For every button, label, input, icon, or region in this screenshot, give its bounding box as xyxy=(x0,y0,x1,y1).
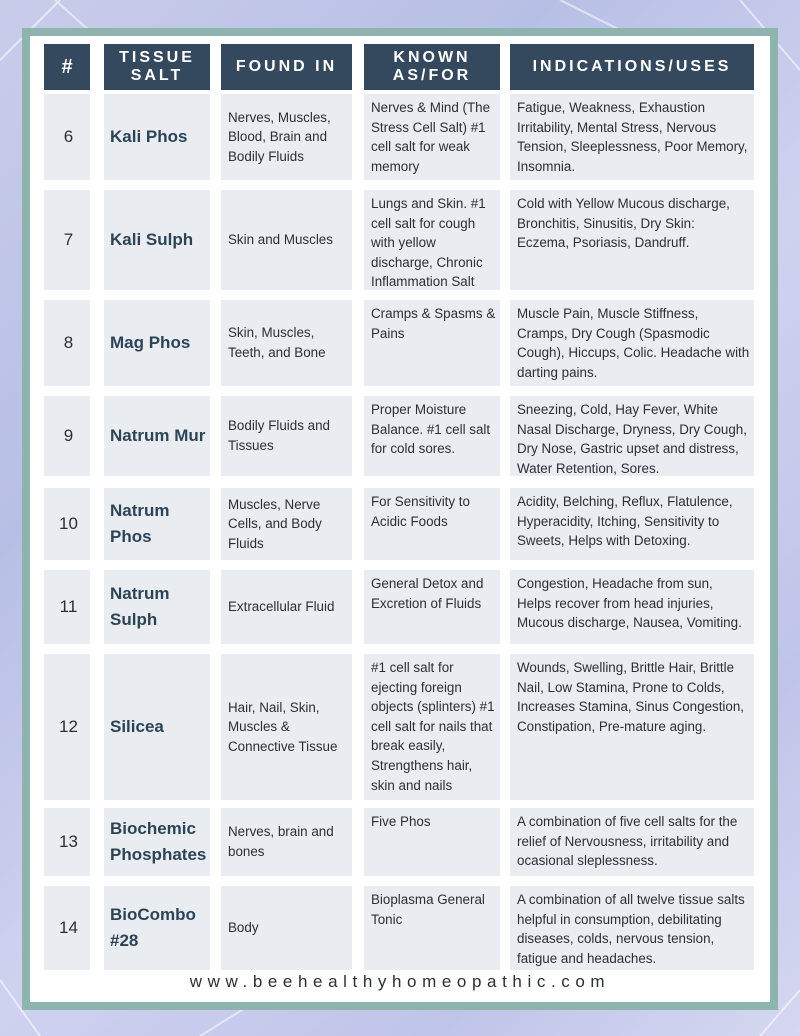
row-number: 13 xyxy=(44,808,90,876)
found-in: Body xyxy=(221,886,352,970)
row-number: 6 xyxy=(44,94,90,180)
found-in: Muscles, Nerve Cells, and Body Fluids xyxy=(221,488,352,560)
known-as: General Detox and Excretion of Fluids xyxy=(364,570,500,644)
header-number: # xyxy=(44,44,90,90)
known-as: Bioplasma General Tonic xyxy=(364,886,500,970)
row-number: 8 xyxy=(44,300,90,386)
found-in: Bodily Fluids and Tissues xyxy=(221,396,352,476)
salt-name: Natrum Mur xyxy=(104,396,210,476)
found-in: Nerves, brain and bones xyxy=(221,808,352,876)
salt-name: Kali Sulph xyxy=(104,190,210,290)
row-number: 14 xyxy=(44,886,90,970)
salt-name: Mag Phos xyxy=(104,300,210,386)
salt-name: BioCombo #28 xyxy=(104,886,210,970)
known-as: Five Phos xyxy=(364,808,500,876)
row-number: 11 xyxy=(44,570,90,644)
indications: Muscle Pain, Muscle Stiffness, Cramps, Dry Cough (Spasmodic Cough), Hiccups, Colic. Headache with darting pains. xyxy=(510,300,754,386)
header-found-in: FOUND IN xyxy=(221,44,352,90)
indications: Acidity, Belching, Reflux, Flatulence, Hyperacidity, Itching, Sensitivity to Sweets, Helps with Detoxing. xyxy=(510,488,754,560)
row-number: 12 xyxy=(44,654,90,800)
row-number: 9 xyxy=(44,396,90,476)
known-as: Proper Moisture Balance. #1 cell salt for cold sores. xyxy=(364,396,500,476)
footer-website: www.beehealthyhomeopathic.com xyxy=(189,972,611,991)
row-number: 10 xyxy=(44,488,90,560)
found-in: Skin, Muscles, Teeth, and Bone xyxy=(221,300,352,386)
salt-name: Natrum Sulph xyxy=(104,570,210,644)
row-number: 7 xyxy=(44,190,90,290)
indications: Sneezing, Cold, Hay Fever, White Nasal Discharge, Dryness, Dry Cough, Dry Nose, Gastric upset and distress, Water Retention, Sores. xyxy=(510,396,754,476)
indications: Wounds, Swelling, Brittle Hair, Brittle Nail, Low Stamina, Prone to Colds, Increases Stamina, Sinus Congestion, Constipation, Pre-mature aging. xyxy=(510,654,754,800)
found-in: Skin and Muscles xyxy=(221,190,352,290)
header-known-as: KNOWN AS/FOR xyxy=(364,44,500,90)
salt-name: Biochemic Phosphates xyxy=(104,808,210,876)
known-as: Lungs and Skin. #1 cell salt for cough with yellow discharge, Chronic Inflammation Salt xyxy=(364,190,500,290)
indications: A combination of all twelve tissue salts helpful in consumption, debilitating diseases, colds, nervous tension, fatigue and headaches. xyxy=(510,886,754,970)
indications: Congestion, Headache from sun, Helps recover from head injuries, Mucous discharge, Nausea, Vomiting. xyxy=(510,570,754,644)
found-in: Nerves, Muscles, Blood, Brain and Bodily Fluids xyxy=(221,94,352,180)
header-indications: INDICATIONS/USES xyxy=(510,44,754,90)
known-as: Nerves & Mind (The Stress Cell Salt) #1 cell salt for weak memory xyxy=(364,94,500,180)
indications: Cold with Yellow Mucous discharge, Bronchitis, Sinusitis, Dry Skin: Eczema, Psoriasis, Dandruff. xyxy=(510,190,754,290)
known-as: #1 cell salt for ejecting foreign objects (splinters) #1 cell salt for nails that break easily, Strengthens hair, skin and nails xyxy=(364,654,500,800)
salt-name: Natrum Phos xyxy=(104,488,210,560)
header-tissue-salt: TISSUE SALT xyxy=(104,44,210,90)
indications: A combination of five cell salts for the relief of Nervousness, irritability and ocasional sleplessness. xyxy=(510,808,754,876)
salt-name: Kali Phos xyxy=(104,94,210,180)
indications: Fatigue, Weakness, Exhaustion Irritability, Mental Stress, Nervous Tension, Sleeplessness, Poor Memory, Insomnia. xyxy=(510,94,754,180)
found-in: Extracellular Fluid xyxy=(221,570,352,644)
found-in: Hair, Nail, Skin, Muscles & Connective Tissue xyxy=(221,654,352,800)
salt-name: Silicea xyxy=(104,654,210,800)
known-as: Cramps & Spasms & Pains xyxy=(364,300,500,386)
known-as: For Sensitivity to Acidic Foods xyxy=(364,488,500,560)
